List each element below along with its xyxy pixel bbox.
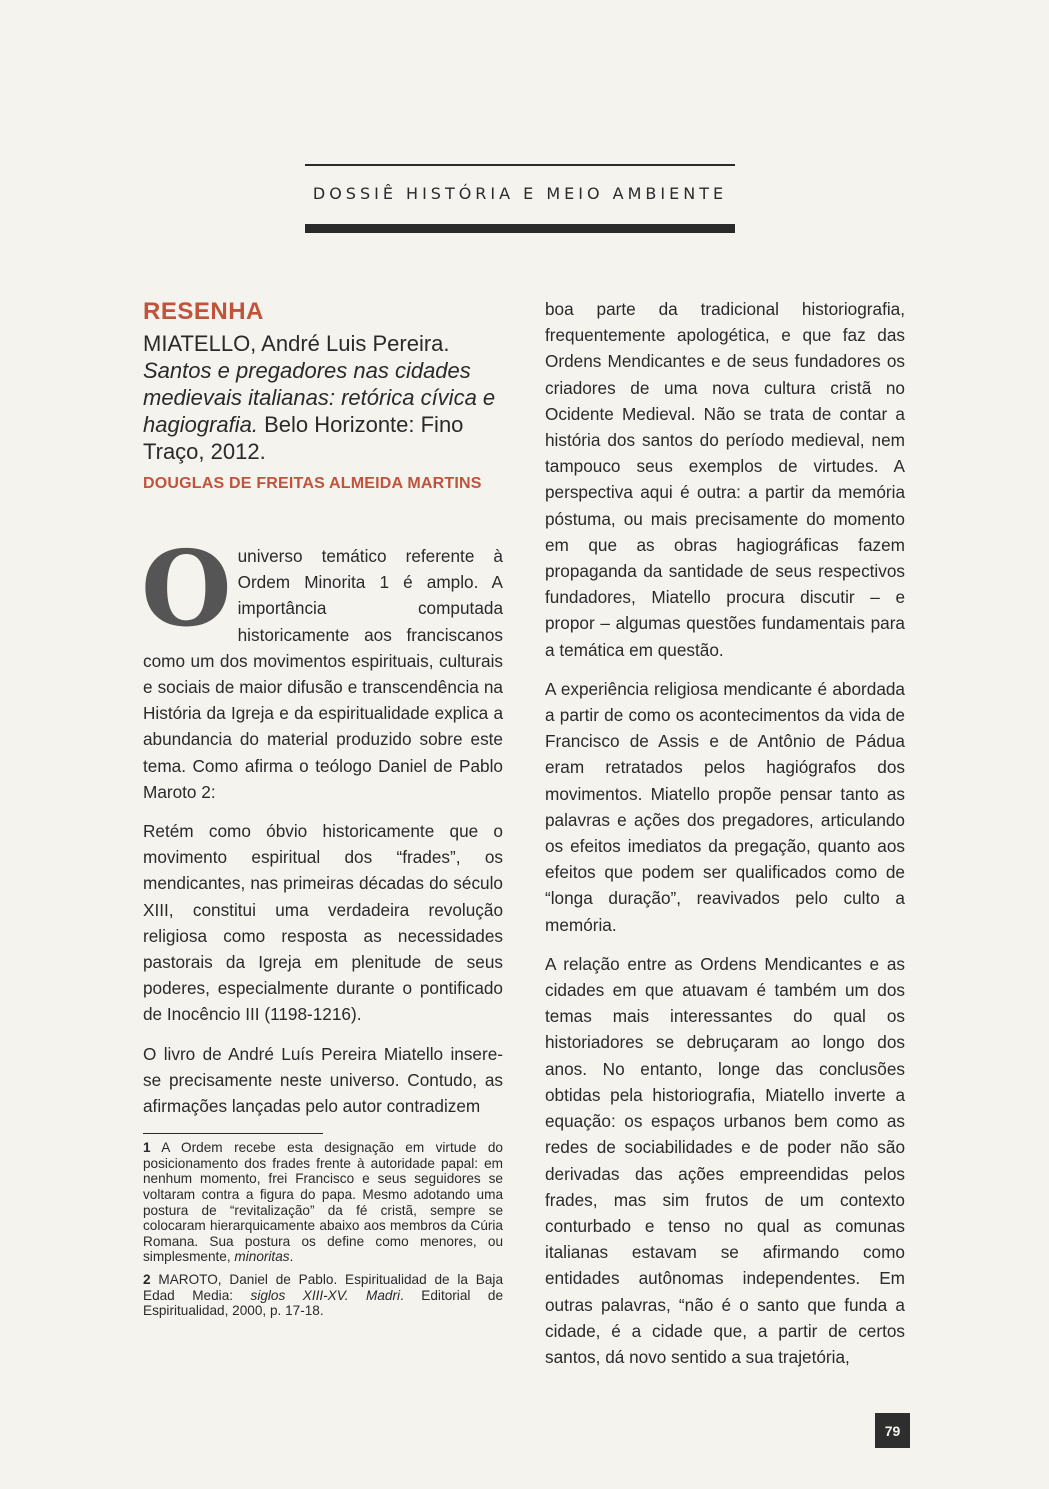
intro-paragraph-wrap <box>141 527 503 805</box>
footnote-2-text: MAROTO, Daniel de Pablo. Espiritualidad de la Baja Edad Media: <box>143 1272 503 1303</box>
footnote-1-italic: minoritas <box>234 1249 290 1265</box>
footnote-1-number: 1 <box>143 1140 151 1156</box>
citation-title: Santos e pregadores nas cidades medievais italianas: retórica cívica e hagiografia. <box>143 358 496 437</box>
footnote-1-end: . <box>289 1249 294 1265</box>
footnote-1-text: A Ordem recebe esta designação em virtude do posicionamento dos frades frente à autoridade papal: em nenhum momento, frei Francisco e seus seguidores se voltaram contra a figura do papa. Mesmo adotando uma postura de “revitalização” da fé cristã, sempre se colocaram hierarquicamente abaixo aos membros da Cúria Romana. Sua postura os define como menores, ou simplesmente, <box>143 1140 503 1265</box>
header-bottom-bar <box>305 224 735 233</box>
footnote-2-italic: siglos XIII-XV. Madri <box>250 1287 401 1303</box>
drop-cap: O <box>141 527 232 650</box>
footnote-2-end: . Editorial de Espiritualidad, 2000, p. 17-18. <box>143 1287 504 1319</box>
citation-publisher: Belo Horizonte: Fino Traço, 2012. <box>143 412 464 464</box>
footnote-rule <box>143 1133 323 1134</box>
footnote-2 <box>143 1272 503 1319</box>
citation-author: MIATELLO, André Luis Pereira. <box>143 331 450 356</box>
right-column <box>545 296 905 1383</box>
page-number: 79 <box>875 1413 910 1448</box>
review-label: RESENHA <box>143 298 264 325</box>
quote-paragraph: Retém como óbvio historicamente que o movimento espiritual dos “frades”, os mendicantes, nas primeiras décadas do século XIII, constitui uma verdadeira revolução religiosa como resposta as necessidades pastorais da Igreja em plenitude de seus poderes, especialmente durante o pontificado de Inocêncio III (1198-1216). <box>143 821 503 1025</box>
right-paragraph-1: boa parte da tradicional historiografia, frequentemente apologética, e que faz das Ordens Mendicantes e de seus fundadores os criadores de uma nova cultura cristã no Ocidente Medieval. Não se trata de contar a história dos santos do período medieval, nem tampouco seus exemplos de virtudes. A perspectiva aqui é outra: a partir da memória póstuma, ou mais precisamente do momento em que as obras hagiográficas fazem propaganda da santidade de seus respectivos fundadores, Miatello procura discutir – e propor – algumas questões fundamentais para a temática em questão. <box>545 299 905 660</box>
left-paragraph-3: O livro de André Luís Pereira Miatello insere-se precisamente neste universo. Contudo, as afirmações lançadas pelo autor contradizem <box>143 1043 503 1117</box>
footnote-2-number: 2 <box>143 1272 151 1288</box>
right-paragraph-3: A relação entre as Ordens Mendicantes e as cidades em que atuavam é também um dos temas mais interessantes do qual os historiadores se debruçaram ao longo dos anos. No entanto, longe das conclusões obtidas pela historiografia, Miatello inverte a equação: os espaços urbanos bem como as redes de sociabilidades e de poder não são derivadas das ações empreendidas pelos frades, mas sim frutos de um contexto conturbado e tenso no qual as comunas italianas estavam se afirmando como entidades autônomas independentes. Em outras palavras, “não é o santo que funda a cidade, é a cidade que, a partir de certos santos, dá novo sentido a sua trajetória, <box>545 953 905 1367</box>
header-top-rule <box>305 164 735 166</box>
footnote-1 <box>143 1140 503 1265</box>
right-paragraph-2: A experiência religiosa mendicante é abordada a partir de como os acontecimentos da vida de Francisco de Assis e de Antônio de Pádua eram retratados pelos hagiógrafos dos movimentos. Miatello propõe pensar tanto as palavras e ações dos pregadores, articulando os efeitos imediatos da pregação, quanto aos efeitos que podem ser qualificados como de “longa duração”, reavivados pelo culto a memória. <box>545 678 905 935</box>
intro-paragraph: universo temático referente à Ordem Minorita 1 é amplo. A importância computada historicamente aos franciscanos como um dos movimentos espirituais, culturais e sociais de maior difusão e transcendência na História da Igreja e da espiritualidade explica a abundancia do material produzido sobre este tema. Como afirma o teólogo Daniel de Pablo Maroto 2: <box>143 546 503 802</box>
left-column <box>143 298 503 1326</box>
reviewer-name: DOUGLAS DE FREITAS ALMEIDA MARTINS <box>143 475 482 492</box>
book-citation <box>143 330 503 465</box>
section-header: DOSSIÊ HISTÓRIA E MEIO AMBIENTE <box>312 184 728 203</box>
